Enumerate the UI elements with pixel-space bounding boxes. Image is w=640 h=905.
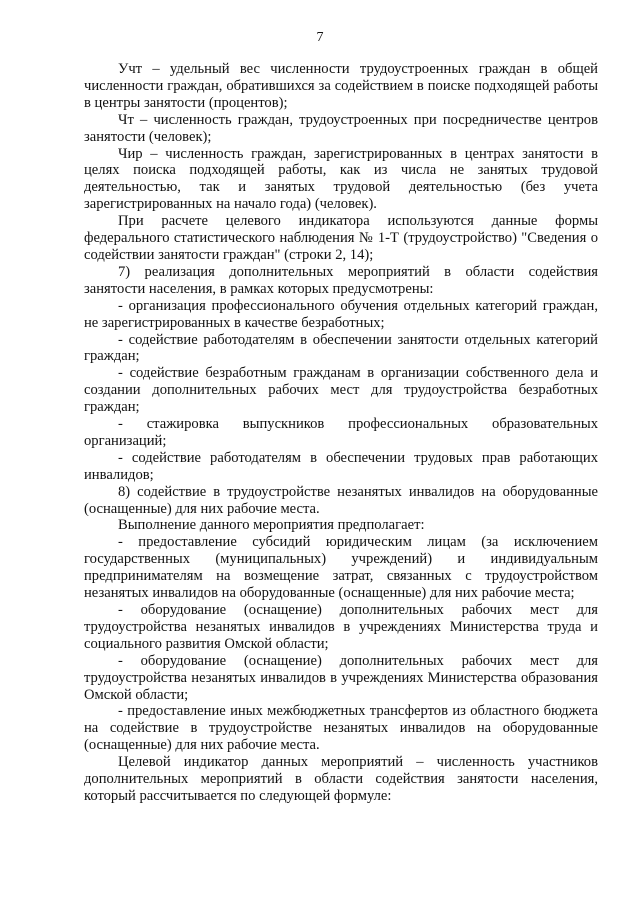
paragraph-item-7: 7) реализация дополнительных мероприятий в области содействия занятости населения, в рамках которых предусмотрены:: [84, 263, 598, 297]
list-item: - предоставление субсидий юридическим лицам (за исключением государственных (муниципальных) учреждений) и индивидуальным предпринимателям на возмещение затрат, связанных с трудоустройством незанятых инвалидов на оборудованные (оснащенные) для них рабочие места;: [84, 534, 598, 602]
list-item: - оборудование (оснащение) дополнительных рабочих мест для трудоустройства незанятых инвалидов в учреждениях Министерства образования Омской области;: [84, 652, 598, 703]
paragraph-cht-definition: Чт – численность граждан, трудоустроенных при посредничестве центров занятости (человек);: [84, 111, 598, 145]
paragraph-indicator-source: При расчете целевого индикатора используются данные формы федерального статистического наблюдения № 1-Т (трудоустройство) "Сведения о содействии занятости граждан" (строки 2, 14);: [84, 213, 598, 263]
list-item: - стажировка выпускников профессиональных образовательных организаций;: [84, 416, 598, 449]
list-item: - содействие работодателям в обеспечении занятости отдельных категорий граждан;: [84, 331, 598, 365]
list-item: - содействие безработным гражданам в организации собственного дела и создании дополнительных рабочих мест для трудоустройства безработных граждан;: [84, 365, 598, 416]
list-item: - оборудование (оснащение) дополнительных рабочих мест для трудоустройства незанятых инвалидов в учреждениях Министерства труда и социального развития Омской области;: [84, 602, 598, 652]
paragraph-chir-definition: Чир – численность граждан, зарегистрированных в центрах занятости в целях поиска подходящей работы, как из числа не занятых трудовой деятельностью, так и занятых трудовой деятельностью (без учета зарегистрированных на начало года) (человек).: [84, 145, 598, 213]
page-number: 7: [316, 30, 324, 45]
list-item: - предоставление иных межбюджетных трансфертов из областного бюджета на содействие в трудоустройстве незанятых инвалидов на оборудованные (оснащенные) для них рабочие места.: [84, 703, 598, 754]
paragraph-target-indicator: Целевой индикатор данных мероприятий – численность участников дополнительных мероприятий в области содействия занятости населения, который рассчитывается по следующей формуле:: [84, 754, 598, 804]
paragraph-utch-definition: Учт – удельный вес численности трудоустроенных граждан в общей численности граждан, обратившихся за содействием в поиске подходящей работы в центры занятости (процентов);: [84, 61, 598, 111]
document-body: [84, 61, 598, 805]
paragraph-item-8: 8) содействие в трудоустройстве незанятых инвалидов на оборудованные (оснащенные) для них рабочие места.: [84, 483, 598, 517]
paragraph-measure-intro: Выполнение данного мероприятия предполагает:: [118, 517, 425, 534]
list-item: - содействие работодателям в обеспечении трудовых прав работающих инвалидов;: [84, 449, 598, 483]
list-item: - организация профессионального обучения отдельных категорий граждан, не зарегистрированных в качестве безработных;: [84, 297, 598, 331]
